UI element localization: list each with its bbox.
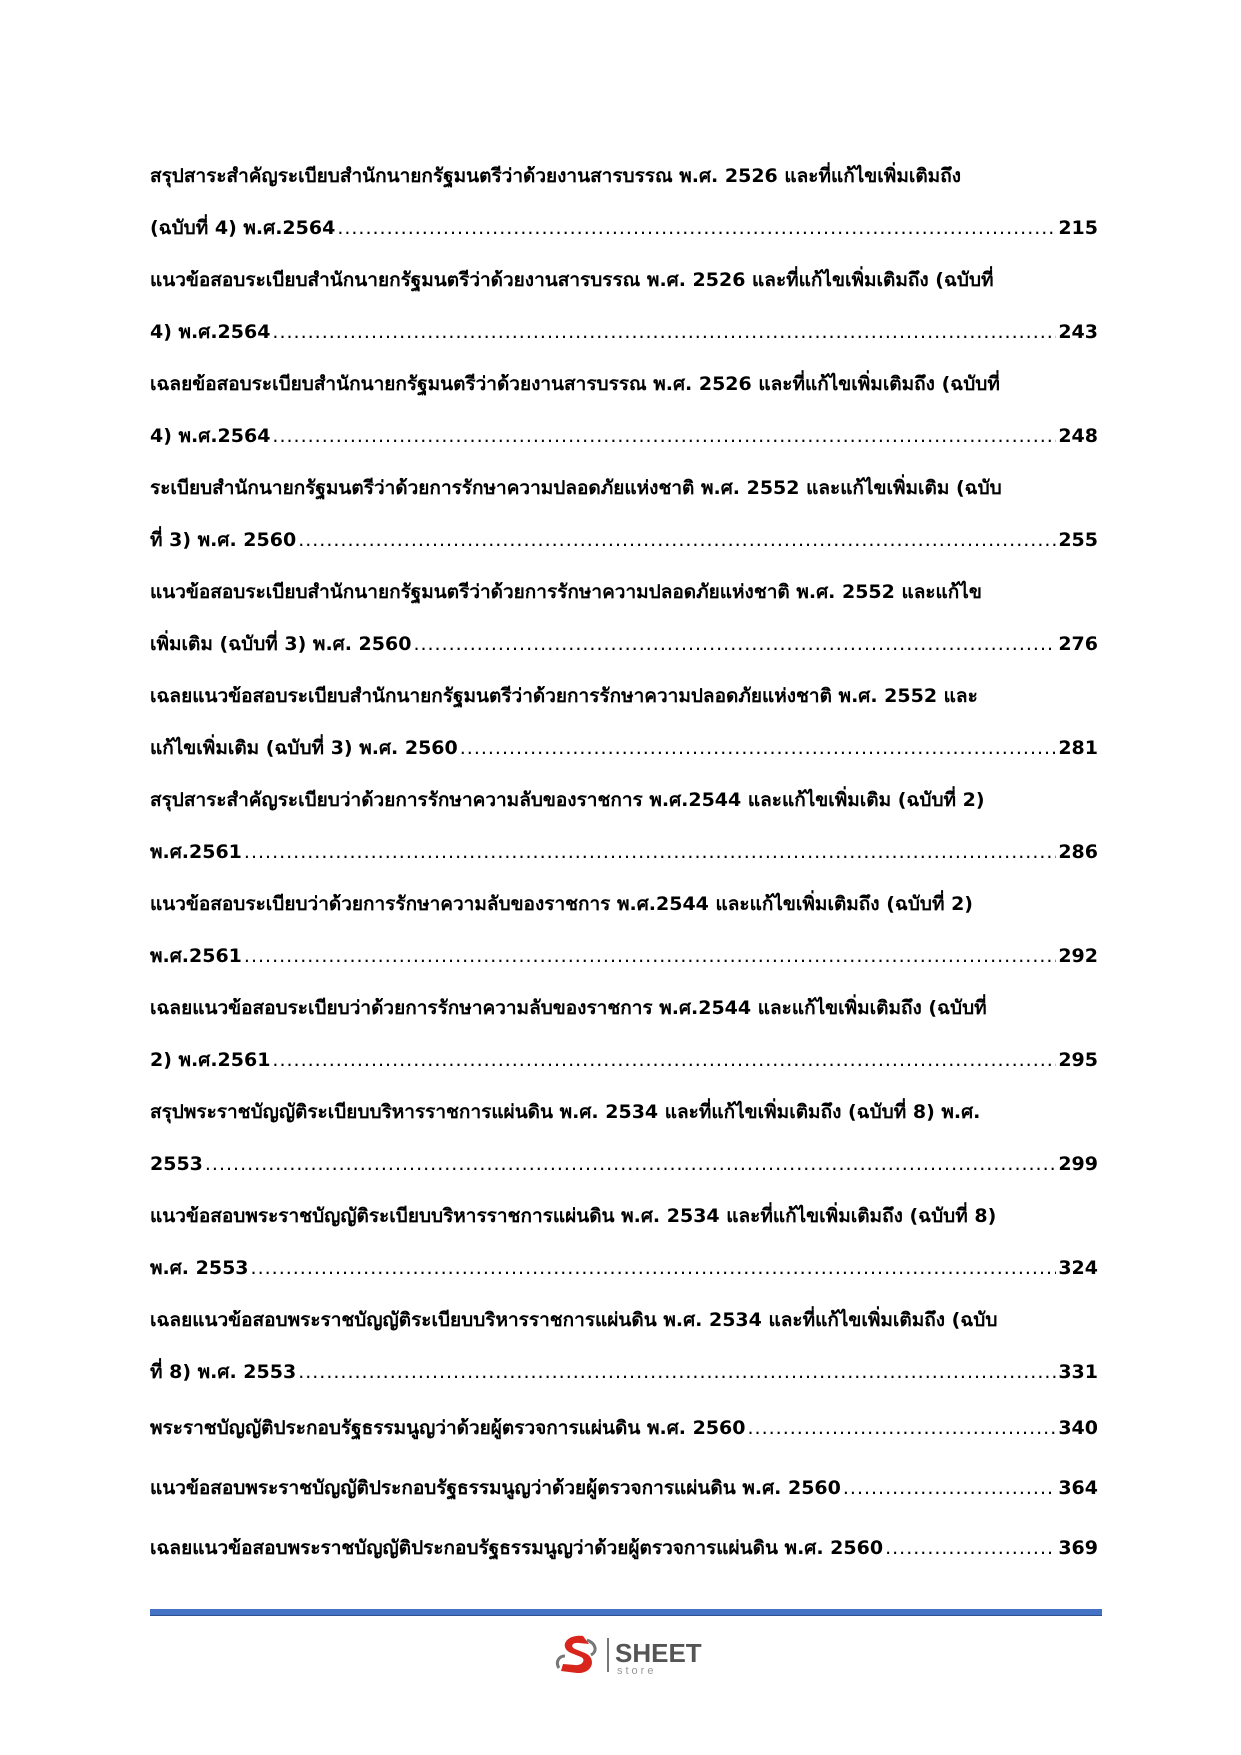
toc-entry-title-line2: 2553 — [150, 1153, 203, 1175]
toc-entry-title-line1: เฉลยแนวข้อสอบระเบียบสำนักนายกรัฐมนตรีว่าด้วยการรักษาความปลอดภัยแห่งชาติ พ.ศ. 2552 และ — [150, 685, 978, 707]
toc-entry-title-line1: เฉลยแนวข้อสอบพระราชบัญญัติระเบียบบริหารราชการแผ่นดิน พ.ศ. 2534 และที่แก้ไขเพิ่มเติมถึง (ฉบับ — [150, 1309, 998, 1331]
dot-leader — [460, 722, 1057, 774]
sheet-store-logo — [553, 1628, 723, 1680]
toc-entry-title-line2: (ฉบับที่ 4) พ.ศ.2564 — [150, 217, 336, 239]
dot-leader — [298, 514, 1056, 566]
dot-leader — [885, 1518, 1056, 1578]
dot-leader — [748, 1398, 1057, 1458]
toc-entry-title-line2: แก้ไขเพิ่มเติม (ฉบับที่ 3) พ.ศ. 2560 — [150, 737, 458, 759]
toc-entry-title-line2: 4) พ.ศ.2564 — [150, 321, 271, 343]
toc-entry[interactable] — [150, 1398, 1098, 1458]
toc-entry[interactable] — [150, 566, 1098, 670]
toc-entry[interactable] — [150, 462, 1098, 566]
toc-page-number: 369 — [1058, 1537, 1098, 1559]
toc-entry-title: พระราชบัญญัติประกอบรัฐธรรมนูญว่าด้วยผู้ตรวจการแผ่นดิน พ.ศ. 2560 — [150, 1417, 746, 1439]
toc-entry[interactable] — [150, 982, 1098, 1086]
dot-leader — [251, 1242, 1057, 1294]
table-of-contents — [150, 150, 1098, 1578]
toc-entry[interactable] — [150, 670, 1098, 774]
toc-page-number: 286 — [1058, 841, 1098, 863]
toc-entry-title-line2: พ.ศ. 2553 — [150, 1257, 249, 1279]
toc-page-number: 276 — [1058, 633, 1098, 655]
toc-page-number: 340 — [1058, 1417, 1098, 1439]
toc-entry[interactable] — [150, 358, 1098, 462]
toc-entry[interactable] — [150, 254, 1098, 358]
toc-entry-title-line2: 2) พ.ศ.2561 — [150, 1049, 271, 1071]
dot-leader — [244, 826, 1056, 878]
dot-leader — [413, 618, 1056, 670]
toc-entry[interactable] — [150, 774, 1098, 878]
toc-entry-title-line2: พ.ศ.2561 — [150, 945, 242, 967]
toc-page-number: 295 — [1058, 1049, 1098, 1071]
toc-entry-title: เฉลยแนวข้อสอบพระราชบัญญัติประกอบรัฐธรรมนูญว่าด้วยผู้ตรวจการแผ่นดิน พ.ศ. 2560 — [150, 1537, 884, 1559]
toc-entry-title-line1: สรุปพระราชบัญญัติระเบียบบริหารราชการแผ่นดิน พ.ศ. 2534 และที่แก้ไขเพิ่มเติมถึง (ฉบับที่ 8) พ.ศ. — [150, 1101, 981, 1123]
toc-page-number: 331 — [1058, 1361, 1098, 1383]
logo-divider — [607, 1638, 609, 1672]
toc-entry-title-line1: แนวข้อสอบระเบียบสำนักนายกรัฐมนตรีว่าด้วยงานสารบรรณ พ.ศ. 2526 และที่แก้ไขเพิ่มเติมถึง (ฉบับที่ — [150, 269, 994, 291]
toc-page-number: 215 — [1058, 217, 1098, 239]
toc-entry-title-line1: สรุปสาระสำคัญระเบียบสำนักนายกรัฐมนตรีว่าด้วยงานสารบรรณ พ.ศ. 2526 และที่แก้ไขเพิ่มเติมถึง — [150, 165, 961, 187]
toc-page-number: 248 — [1058, 425, 1098, 447]
toc-entry-title-line2: 4) พ.ศ.2564 — [150, 425, 271, 447]
dot-leader — [298, 1346, 1056, 1398]
toc-entry-title-line2: เพิ่มเติม (ฉบับที่ 3) พ.ศ. 2560 — [150, 633, 412, 655]
toc-entry[interactable] — [150, 878, 1098, 982]
dot-leader — [272, 1034, 1056, 1086]
toc-entry-title-line1: แนวข้อสอบระเบียบสำนักนายกรัฐมนตรีว่าด้วยการรักษาความปลอดภัยแห่งชาติ พ.ศ. 2552 และแก้ไข — [150, 581, 982, 603]
toc-entry-title-line1: เฉลยข้อสอบระเบียบสำนักนายกรัฐมนตรีว่าด้วยงานสารบรรณ พ.ศ. 2526 และที่แก้ไขเพิ่มเติมถึง (ฉบับที่ — [150, 373, 1000, 395]
toc-entry-title: แนวข้อสอบพระราชบัญญัติประกอบรัฐธรรมนูญว่าด้วยผู้ตรวจการแผ่นดิน พ.ศ. 2560 — [150, 1477, 841, 1499]
dot-leader — [843, 1458, 1056, 1518]
toc-entry-title-line1: เฉลยแนวข้อสอบระเบียบว่าด้วยการรักษาความลับของราชการ พ.ศ.2544 และแก้ไขเพิ่มเติมถึง (ฉบับที่ — [150, 997, 987, 1019]
toc-page-number: 299 — [1058, 1153, 1098, 1175]
toc-entry-title-line1: ระเบียบสำนักนายกรัฐมนตรีว่าด้วยการรักษาความปลอดภัยแห่งชาติ พ.ศ. 2552 และแก้ไขเพิ่มเติม (ฉบับ — [150, 477, 1002, 499]
toc-entry-title-line2: ที่ 8) พ.ศ. 2553 — [150, 1361, 297, 1383]
dot-leader — [337, 202, 1056, 254]
toc-page-number: 255 — [1058, 529, 1098, 551]
toc-page-number: 243 — [1058, 321, 1098, 343]
toc-entry-title-line2: ที่ 3) พ.ศ. 2560 — [150, 529, 297, 551]
toc-page-number: 281 — [1058, 737, 1098, 759]
toc-entry-title-line1: สรุปสาระสำคัญระเบียบว่าด้วยการรักษาความลับของราชการ พ.ศ.2544 และแก้ไขเพิ่มเติม (ฉบับที่ 2) — [150, 789, 985, 811]
logo-word: SHEET — [615, 1638, 702, 1668]
toc-page-number: 364 — [1058, 1477, 1098, 1499]
footer-rule — [150, 1609, 1102, 1616]
toc-entry-title-line2: พ.ศ.2561 — [150, 841, 242, 863]
dot-leader — [244, 930, 1056, 982]
toc-page-number: 324 — [1058, 1257, 1098, 1279]
toc-entry[interactable] — [150, 1518, 1098, 1578]
toc-entry[interactable] — [150, 150, 1098, 254]
toc-entry-title-line1: แนวข้อสอบพระราชบัญญัติระเบียบบริหารราชการแผ่นดิน พ.ศ. 2534 และที่แก้ไขเพิ่มเติมถึง (ฉบับที่ 8) — [150, 1205, 997, 1227]
s-mark-icon — [557, 1636, 595, 1673]
toc-entry[interactable] — [150, 1294, 1098, 1398]
toc-entry[interactable] — [150, 1086, 1098, 1190]
toc-page-number: 292 — [1058, 945, 1098, 967]
dot-leader — [272, 306, 1056, 358]
logo-subword: store — [617, 1665, 657, 1677]
dot-leader — [272, 410, 1056, 462]
toc-entry-title-line1: แนวข้อสอบระเบียบว่าด้วยการรักษาความลับของราชการ พ.ศ.2544 และแก้ไขเพิ่มเติมถึง (ฉบับที่ 2) — [150, 893, 973, 915]
toc-entry[interactable] — [150, 1190, 1098, 1294]
toc-entry[interactable] — [150, 1458, 1098, 1518]
dot-leader — [205, 1138, 1056, 1190]
